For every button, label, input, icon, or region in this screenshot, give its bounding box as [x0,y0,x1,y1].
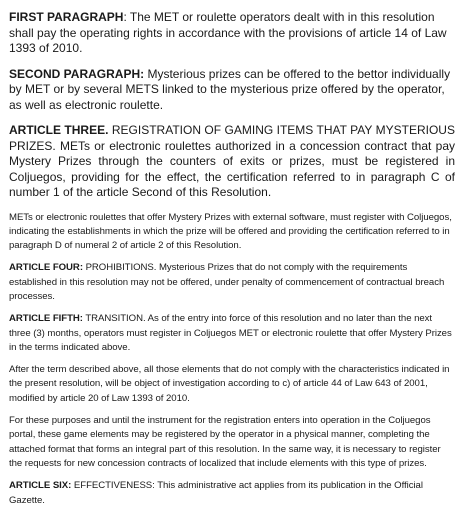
article-six-text: EFFECTIVENESS: This administrative act applies from its publication in the Official Gazette. [9,480,423,506]
second-paragraph-heading: SECOND PARAGRAPH: [9,66,145,81]
first-paragraph-text: : The MET or roulette operators dealt with in this resolution shall pay the operating rights in accordance with the provisions of article 14 of Law 1393 of 2010. [9,10,447,55]
article-four [9,261,455,304]
article-six [9,479,455,508]
article-four-text: PROHIBITIONS. Mysterious Prizes that do not comply with the requirements established in this resolution may not be offered, under penalty of commencement of contractual breach processes. [9,262,445,302]
article-fifth [9,312,455,355]
article-three-heading: ARTICLE THREE. [9,123,109,137]
article-four-heading: ARTICLE FOUR: [9,262,83,274]
registration-text: For these purposes and until the instrument for the registration enters into operation in the Coljuegos portal, these game elements may be registered by the operator in a physical manner, completing the attached format that forms an integral part of this resolution. In the same way, it is necessary to register the requests for new concession contracts of localized that include elements with this type of prizes. [9,415,441,469]
term-text: After the term described above, all those elements that do not comply with the characteristics indicated in the present resolution, will be object of investigation according to c) of article 44 of Law 643 of 2001, modified by article 20 of Law 1393 of 2010. [9,364,450,404]
article-six-heading: ARTICLE SIX: [9,480,72,492]
article-fifth-heading: ARTICLE FIFTH: [9,313,83,325]
registration-paragraph [9,414,455,471]
term-paragraph [9,363,455,406]
article-three-text: REGISTRATION OF GAMING ITEMS THAT PAY MYSTERIOUS PRIZES. METs or electronic roulettes authorized in a concession contract that pay Mystery Prizes through the counters of exits or prizes, must be registered in Coljuegos, providing for the effect, the certification referred to in paragraph C of number 1 of the article Second of this Resolution. [9,123,455,199]
article-three [9,123,455,201]
first-paragraph [9,10,455,57]
external-software-paragraph [9,211,455,254]
external-software-text: METs or electronic roulettes that offer Mystery Prizes with external software, must register with Coljuegos, indicating the establishments in which the prize will be offered and providing the certification referred to in paragraph D of numeral 2 of article 2 of this Resolution. [9,211,452,252]
article-fifth-text: TRANSITION. As of the entry into force of this resolution and no later than the next three (3) months, operators must register in Coljuegos MET or electronic roulette that offer Mystery Prizes in the terms indicated above. [9,313,452,353]
document-page [9,10,455,516]
second-paragraph [9,67,455,114]
second-paragraph-text: Mysterious prizes can be offered to the bettor individually by MET or by several METS linked to the mysterious prize offered by the operator, as well as electronic roulette. [9,66,451,112]
first-paragraph-heading: FIRST PARAGRAPH [9,10,124,24]
